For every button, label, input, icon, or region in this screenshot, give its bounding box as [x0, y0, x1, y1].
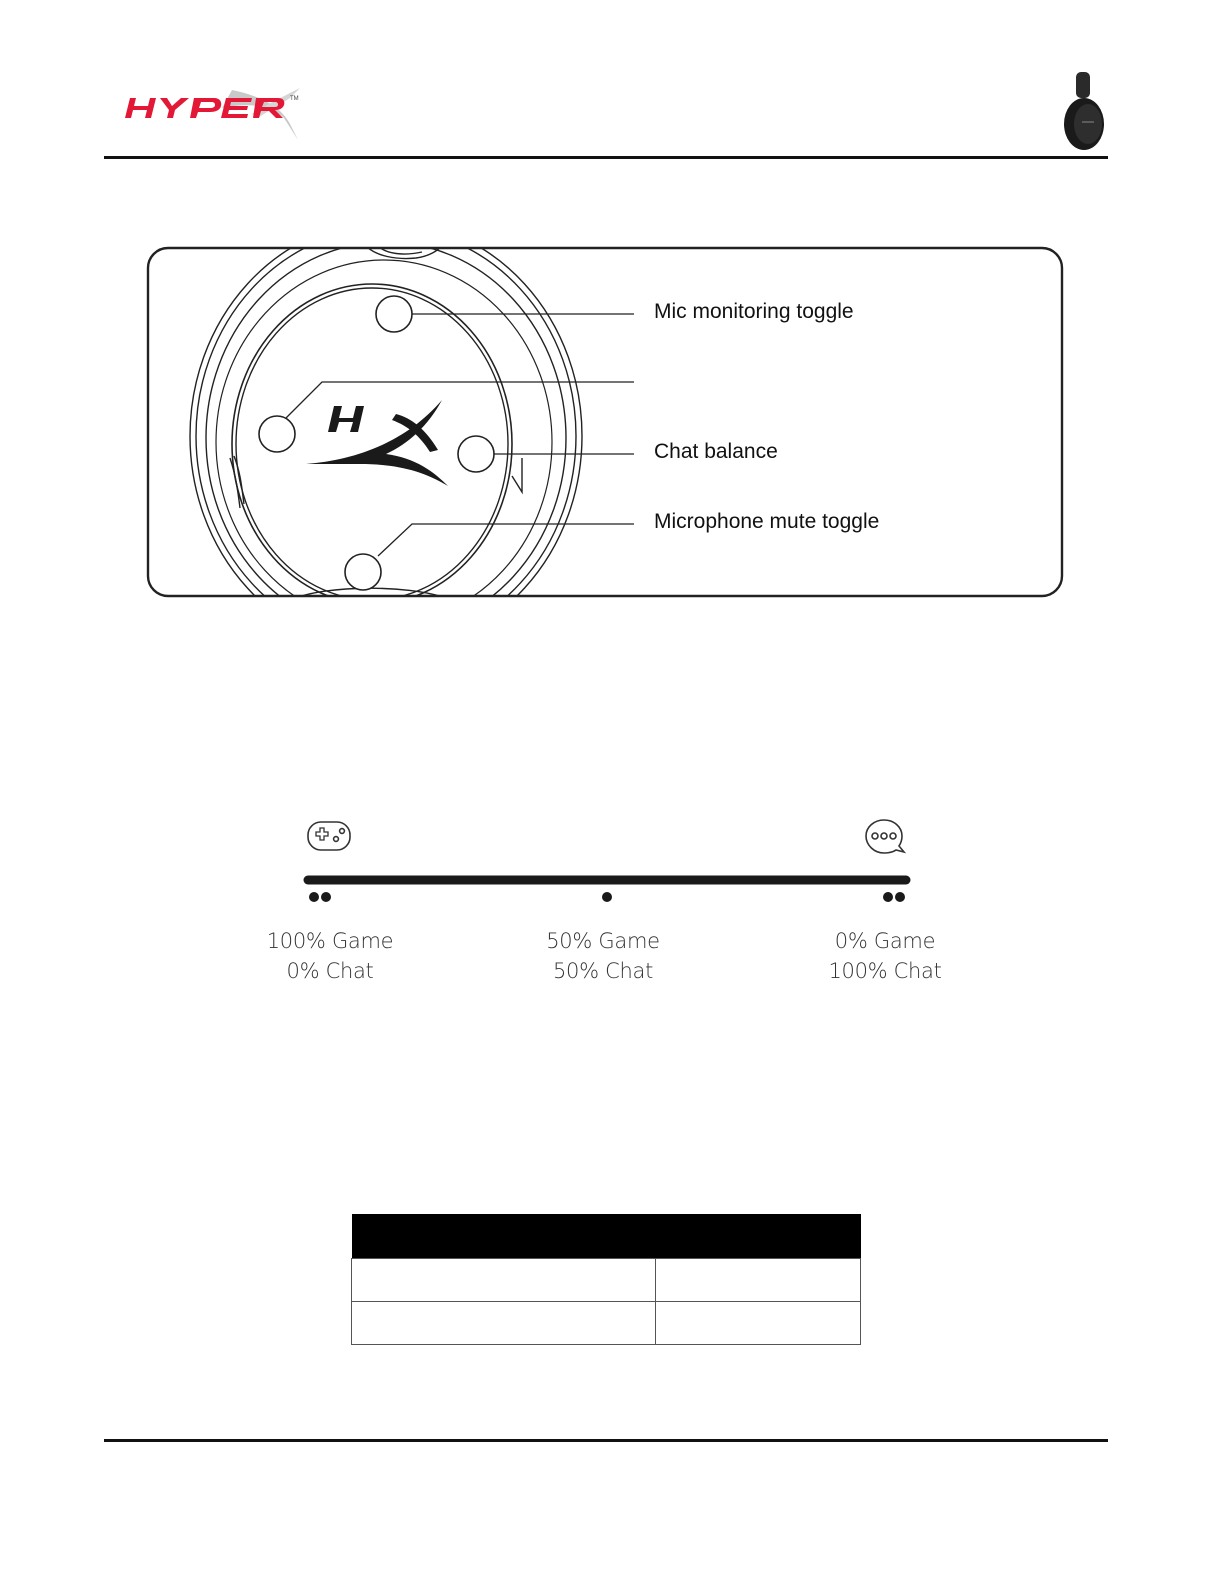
balance-position-middle — [503, 926, 703, 986]
table-row — [352, 1302, 861, 1345]
table-cell — [352, 1302, 656, 1345]
callout-mic-monitoring: Mic monitoring toggle — [654, 300, 854, 323]
headset-controls-diagram — [146, 246, 1064, 598]
unlabeled-button — [259, 416, 295, 452]
table-header — [352, 1214, 861, 1259]
mic-monitoring-button — [376, 296, 412, 332]
info-table — [351, 1214, 861, 1345]
game-percent: 100% Game — [266, 929, 394, 953]
game-percent: 0% Game — [834, 929, 936, 953]
chat-balance-dial — [458, 436, 494, 472]
balance-position-left — [230, 926, 430, 986]
gamepad-icon — [308, 822, 350, 850]
mic-mute-button — [345, 554, 381, 590]
table-row — [352, 1259, 861, 1302]
balance-position-right — [785, 926, 985, 986]
chat-bubble-icon — [866, 820, 904, 853]
header-rule — [104, 156, 1108, 159]
chat-percent: 0% Chat — [286, 959, 374, 983]
hx-logo — [306, 400, 448, 486]
svg-text:TM: TM — [290, 96, 299, 102]
hyperx-logo — [112, 78, 308, 144]
table-header-row — [352, 1214, 861, 1259]
game-percent: 50% Game — [546, 929, 660, 953]
table-cell — [655, 1302, 860, 1345]
footer-rule — [104, 1439, 1108, 1442]
table-cell — [352, 1259, 656, 1302]
callout-chat-balance: Chat balance — [654, 440, 778, 463]
chat-percent: 100% Chat — [828, 959, 942, 983]
chat-percent: 50% Chat — [552, 959, 654, 983]
headset-icon — [1058, 70, 1108, 154]
callout-mic-mute: Microphone mute toggle — [654, 510, 880, 533]
table-cell — [655, 1259, 860, 1302]
